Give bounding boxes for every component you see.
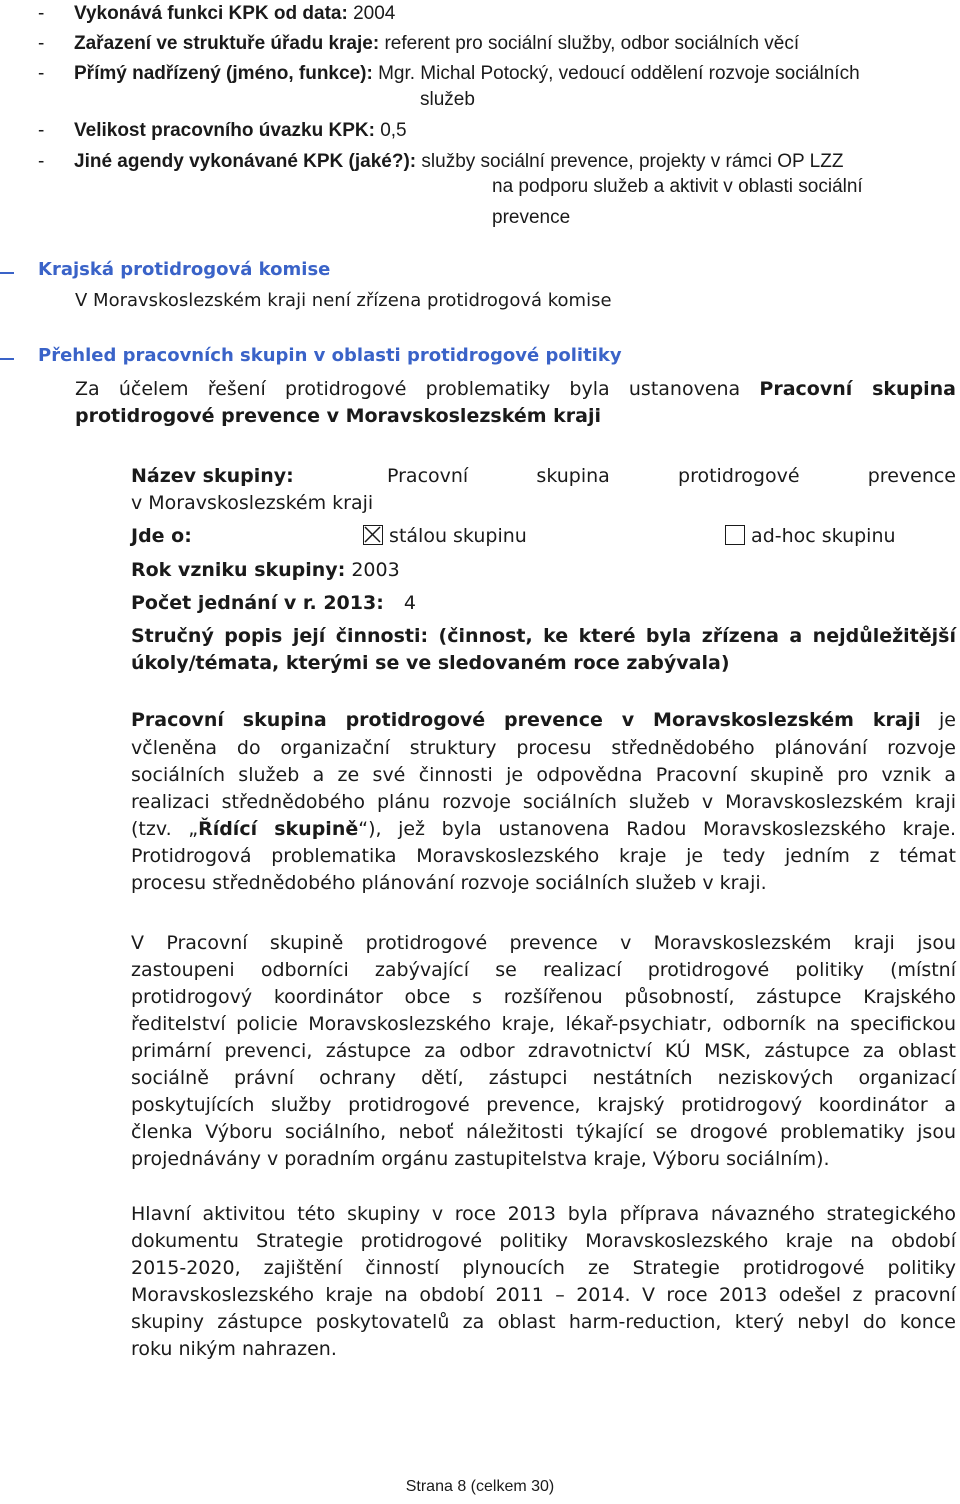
kpk-item-superior xyxy=(38,60,860,87)
paragraph-line xyxy=(131,709,956,731)
kpk-item-value: 0,5 xyxy=(374,120,407,141)
kpk-item-other-agenda xyxy=(38,148,844,175)
overview-intro-line xyxy=(75,378,956,400)
kpk-item-value-continuation: prevence xyxy=(492,207,571,228)
paragraph-line: ředitelství policie Moravskoslezského kraje, lékař-psychiatr, odborník na specifickou xyxy=(131,1013,956,1035)
group-meetings-value: 4 xyxy=(403,592,416,614)
paragraph-line: V Pracovní skupině protidrogové prevence v Moravskoslezském kraji jsou xyxy=(131,932,956,954)
option-permanent[interactable] xyxy=(363,525,527,547)
kpk-item-position xyxy=(38,30,800,57)
paragraph-line: protidrogový koordinátor obce s rozšířenou působností, zástupce Krajského xyxy=(131,986,956,1008)
paragraph-line: dokumentu Strategie protidrogové politiky Moravskoslezského kraje na období xyxy=(131,1230,956,1252)
paragraph-line: sociálně právní ochrany dětí, zástupci nestátních neziskových organizací xyxy=(131,1067,956,1089)
kpk-item-since xyxy=(38,0,396,27)
group-year-label: Rok vzniku skupiny: xyxy=(131,559,346,581)
list-dash: - xyxy=(38,120,45,141)
paragraph-line: poskytujících služby protidrogové prevence, krajský protidrogový koordinátor a xyxy=(131,1094,956,1116)
option-permanent-label: stálou skupinu xyxy=(389,525,527,547)
group-meetings-row xyxy=(131,592,416,614)
paragraph-text: “), jež byla ustanovena Radou Moravskoslezského kraje. xyxy=(358,818,956,840)
list-dash: - xyxy=(38,33,45,54)
section-heading-overview: Přehled pracovních skupin v oblasti protidrogové politiky xyxy=(38,345,622,366)
page-number: Strana 8 (celkem 30) xyxy=(405,1478,555,1495)
kpk-item-label: Jiné agendy vykonávané KPK (jaké?): xyxy=(74,151,417,172)
list-dash: - xyxy=(38,151,45,172)
kpk-item-value: Mgr. Michal Potocký, vedoucí oddělení rozvoje sociálních xyxy=(372,63,860,84)
group-type-label: Jde o: xyxy=(131,525,192,547)
list-dash: - xyxy=(38,63,45,84)
kpk-item-value-continuation: služeb xyxy=(420,89,475,110)
option-adhoc-label: ad-hoc skupinu xyxy=(751,525,896,547)
section-dash xyxy=(0,358,14,360)
kpk-item-label: Velikost pracovního úvazku KPK: xyxy=(74,120,375,141)
kpk-item-value: referent pro sociální služby, odbor sociálních věcí xyxy=(379,33,800,54)
paragraph-line: sociálních služeb a ze své činnosti je odpovědna Pracovní skupině pro vznik a xyxy=(131,764,956,786)
group-year-value: 2003 xyxy=(345,559,400,581)
kpk-item-label: Vykonává funkci KPK od data: xyxy=(74,3,348,24)
paragraph-text: je xyxy=(920,709,956,731)
paragraph-line: Moravskoslezského kraje na období 2011 – 2014. V roce 2013 odešel z pracovní xyxy=(131,1284,956,1306)
paragraph-line-last: projednávány v poradním orgánu zastupitelstva kraje, Výboru sociálním). xyxy=(131,1148,830,1170)
description-heading: Stručný popis její činnosti: (činnost, ke které byla zřízena a nejdůležitější xyxy=(131,625,956,647)
kpk-item-value-continuation: na podporu služeb a aktivit v oblasti sociální xyxy=(492,176,863,197)
group-name-value: Pracovní skupina protidrogové prevence xyxy=(387,465,956,487)
paragraph-line: realizaci střednědobého plánu rozvoje sociálních služeb v Moravskoslezském kraji xyxy=(131,791,956,813)
checkbox-checked-icon[interactable] xyxy=(363,525,383,545)
section-heading-commission: Krajská protidrogová komise xyxy=(38,259,331,280)
paragraph-text: (tzv. „ xyxy=(131,818,199,840)
overview-intro-text: Za účelem řešení protidrogové problematiky byla ustanovena xyxy=(75,378,760,400)
group-type-row xyxy=(131,525,956,547)
description-heading-cont: úkoly/témata, kterými se ve sledovaném roce zabývala) xyxy=(131,652,730,674)
paragraph-line: Protidrogová problematika Moravskoslezského kraje je tedy jedním z témat xyxy=(131,845,956,867)
paragraph-line-last: roku nikým nahrazen. xyxy=(131,1338,337,1360)
overview-intro-group-name-cont: protidrogové prevence v Moravskoslezském kraji xyxy=(75,405,601,427)
kpk-item-value: služby sociální prevence, projekty v rámci OP LZZ xyxy=(416,151,844,172)
kpk-item-label: Zařazení ve struktuře úřadu kraje: xyxy=(74,33,380,54)
checkbox-empty-icon[interactable] xyxy=(725,525,745,545)
group-meetings-label: Počet jednání v r. 2013: xyxy=(131,592,384,614)
paragraph-bold-text: Pracovní skupina protidrogové prevence v Moravskoslezském kraji xyxy=(131,709,921,731)
kpk-item-label: Přímý nadřízený (jméno, funkce): xyxy=(74,63,373,84)
group-name-row xyxy=(131,465,956,487)
paragraph-line: primární prevenci, zástupce za odbor zdravotnictví KÚ MSK, zástupce za oblast xyxy=(131,1040,956,1062)
paragraph-line-last: procesu střednědobého plánování rozvoje sociálních služeb v kraji. xyxy=(131,872,767,894)
group-name-value-cont: v Moravskoslezském kraji xyxy=(131,492,374,514)
commission-text: V Moravskoslezském kraji není zřízena protidrogová komise xyxy=(75,290,612,311)
paragraph-line xyxy=(131,818,956,840)
paragraph-line: 2015-2020, zajištění činností plynoucích ze Strategie protidrogové politiky xyxy=(131,1257,956,1279)
paragraph-line: členka Výboru sociálního, neboť náležitosti týkající se drogové problematiky jsou xyxy=(131,1121,956,1143)
paragraph-line: včleněna do organizační struktury procesu střednědobého plánování rozvoje xyxy=(131,737,956,759)
group-year-row xyxy=(131,559,400,581)
paragraph-line: Hlavní aktivitou této skupiny v roce 2013 byla příprava návazného strategického xyxy=(131,1203,956,1225)
paragraph-line: zastoupeni odborníci zabývající se realizací protidrogové politiky (místní xyxy=(131,959,956,981)
kpk-item-value: 2004 xyxy=(347,3,396,24)
group-name-label: Název skupiny: xyxy=(131,465,294,487)
overview-intro-group-name: Pracovní skupina xyxy=(759,378,956,400)
option-adhoc[interactable] xyxy=(725,525,896,547)
section-dash xyxy=(0,272,14,274)
list-dash: - xyxy=(38,3,45,24)
kpk-item-workload xyxy=(38,117,407,144)
paragraph-line: skupiny zástupce poskytovatelů za oblast harm-reduction, který nebyl do konce xyxy=(131,1311,956,1333)
paragraph-bold-text: Řídící skupině xyxy=(198,818,359,840)
